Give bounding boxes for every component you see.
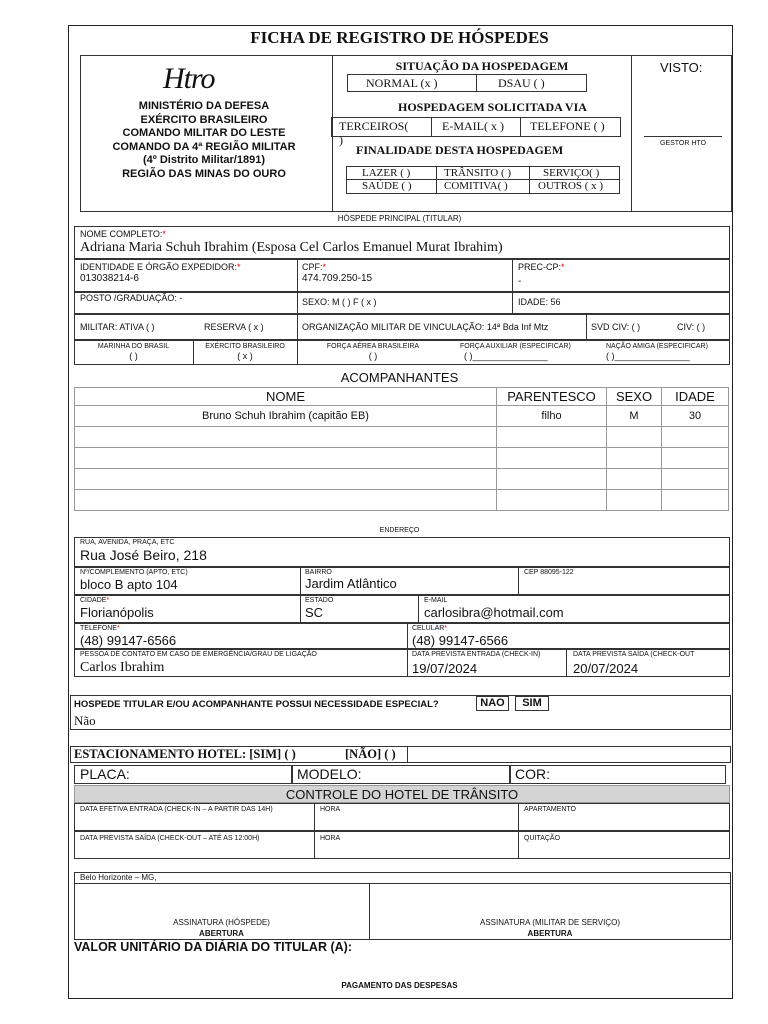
rua-field[interactable]: Rua José Beiro, 218: [80, 547, 207, 563]
comitiva-option[interactable]: COMITIVA( ): [444, 180, 508, 192]
entrada-field[interactable]: 19/07/2024: [412, 661, 478, 676]
saida-label: DATA PREVISTA SAÍDA (CHECK-OUT: [573, 651, 695, 658]
telefone-field[interactable]: (48) 99147-6566: [80, 633, 177, 648]
especial-answer[interactable]: Não: [74, 713, 96, 728]
org-block: [84, 100, 324, 181]
especial-question: HOSPEDE TITULAR E/OU ACOMPANHANTE POSSUI NECESSIDADE ESPECIAL?: [74, 699, 439, 710]
fab-option[interactable]: ( ): [368, 351, 378, 361]
nome-label: NOME COMPLETO:*: [80, 229, 166, 239]
nome-field[interactable]: Adriana Maria Schuh Ibrahim (Esposa Cel Carlos Emanuel Murat Ibrahim): [80, 240, 503, 255]
contato-label: PESSOA DE CONTATO EM CASO DE EMERGÊNCIA/GRAU DE LIGAÇÃO: [80, 651, 317, 658]
amiga-option[interactable]: ( )_______________: [606, 351, 690, 361]
marinha-option[interactable]: ( ): [129, 351, 138, 361]
org-line: REGIÃO DAS MINAS DO OURO: [122, 167, 286, 180]
email-option[interactable]: E-MAIL( x ): [442, 119, 504, 133]
cell-nome[interactable]: [75, 490, 497, 511]
col-sexo: SEXO: [607, 388, 662, 406]
cell-sexo[interactable]: [607, 448, 662, 469]
cell-sexo[interactable]: [607, 469, 662, 490]
assinatura-militar-sub: ABERTURA: [527, 929, 573, 938]
auxiliar-option[interactable]: ( )_______________: [464, 351, 548, 361]
cidade-label: CIDADE*: [80, 597, 110, 604]
om-field[interactable]: ORGANIZAÇÃO MILITAR DE VINCULAÇÃO: 14ª Bda Inf Mtz: [302, 322, 549, 332]
cell-idade[interactable]: [662, 427, 729, 448]
cell-nome[interactable]: [75, 469, 497, 490]
especial-sim-option[interactable]: SIM: [515, 696, 549, 711]
cpf-field[interactable]: 474.709.250-15: [302, 273, 373, 284]
estacionamento-sim-option[interactable]: : [SIM] ( ): [241, 747, 296, 761]
cidade-field[interactable]: Florianópolis: [80, 605, 154, 620]
marinha-label: MARINHA DO BRASIL: [97, 343, 170, 350]
svd-civ-option[interactable]: SVD CIV: ( ): [591, 322, 641, 332]
outros-option[interactable]: OUTROS ( x ): [538, 180, 604, 192]
identidade-field[interactable]: 013038214-6: [80, 273, 139, 284]
lazer-option[interactable]: LAZER ( ): [362, 167, 411, 179]
acompanhantes-table: [74, 387, 729, 511]
email-field[interactable]: carlosibra@hotmail.com: [424, 605, 564, 620]
modelo-field[interactable]: MODELO:: [297, 766, 362, 782]
telefone-divider: [407, 623, 408, 649]
contato-divider-1: [407, 649, 408, 677]
org-line: MINISTÉRIO DA DEFESA: [138, 100, 270, 112]
titular-section-title: HÓSPEDE PRINCIPAL (TITULAR): [337, 214, 462, 223]
cidade-divider-2: [418, 595, 419, 623]
cidade-row: [74, 595, 730, 623]
estado-label: ESTADO: [305, 597, 334, 604]
visto-label: VISTO:: [660, 60, 703, 75]
celular-field[interactable]: (48) 99147-6566: [412, 633, 509, 648]
saida-field[interactable]: 20/07/2024: [573, 661, 639, 676]
org-line: (4º Distrito Militar/1891): [143, 154, 265, 166]
cell-idade[interactable]: [662, 469, 729, 490]
valor-diaria-field[interactable]: VALOR UNITÁRIO DA DIÁRIA DO TITULAR (A):: [74, 940, 352, 954]
controle-hora1-field[interactable]: HORA: [320, 806, 341, 813]
cell-idade[interactable]: 30: [662, 406, 729, 427]
acompanhantes-title: ACOMPANHANTES: [340, 370, 459, 385]
comp-divider-2: [518, 567, 519, 595]
cell-idade[interactable]: [662, 490, 729, 511]
posto-field[interactable]: POSTO /GRADUAÇÃO: -: [80, 293, 183, 303]
form-title: FICHA DE REGISTRO DE HÓSPEDES: [250, 28, 549, 47]
assinatura-header-line: [74, 872, 731, 884]
pagamento-title: PAGAMENTO DAS DESPESAS: [341, 981, 458, 990]
estacionamento-nao-option[interactable]: [NÃO] ( ): [345, 747, 396, 761]
endereco-section-title: ENDEREÇO: [379, 527, 420, 534]
table-row: [75, 406, 729, 427]
bairro-field[interactable]: Jardim Atlântico: [305, 576, 397, 591]
solicitada-title: HOSPEDAGEM SOLICITADA VIA: [398, 100, 587, 114]
cell-idade[interactable]: [662, 448, 729, 469]
assinatura-militar-label: ASSINATURA (MILITAR DE SERVIÇO): [479, 918, 621, 927]
email-label: E-MAIL: [424, 597, 448, 604]
col-idade: IDADE: [662, 388, 729, 406]
assinatura-hospede-sub: ABERTURA: [199, 929, 244, 938]
bairro-label: BAIRRO: [305, 569, 332, 576]
org-line: COMANDO DA 4ª REGIÃO MILITAR: [112, 140, 296, 153]
comp-divider-1: [300, 567, 301, 595]
estado-field[interactable]: SC: [305, 605, 324, 620]
gestor-label: GESTOR HTO: [660, 140, 707, 147]
finalidade-title: FINALIDADE DESTA HOSPEDAGEM: [356, 143, 564, 157]
table-row: [75, 427, 729, 448]
table-header-row: [75, 388, 729, 406]
cell-parentesco[interactable]: filho: [497, 406, 607, 427]
dsau-option[interactable]: DSAU ( ): [498, 76, 545, 90]
local-data[interactable]: Belo Horizonte – MG,: [80, 873, 157, 882]
cell-parentesco[interactable]: [497, 490, 607, 511]
assinatura-hospede-label: ASSINATURA (HÓSPEDE): [173, 918, 270, 927]
especial-nao-option[interactable]: NAO: [476, 696, 509, 711]
cell-nome[interactable]: [75, 448, 497, 469]
telefone-label: TELEFONE*: [80, 625, 120, 632]
cidade-divider-1: [300, 595, 301, 623]
normal-option[interactable]: NORMAL (x ): [366, 76, 438, 90]
entrada-label: DATA PREVISTA ENTRADA (CHECK-IN): [412, 651, 541, 658]
table-row: [75, 490, 729, 511]
controle-hora2-field[interactable]: HORA: [320, 835, 341, 842]
prec-label: PREC-CP:*: [518, 262, 565, 272]
identidade-label: IDENTIDADE E ÓRGÃO EXPEDIDOR:*: [80, 262, 241, 272]
auxiliar-label: FORÇA AUXILIAR (ESPECIFICAR): [460, 343, 571, 350]
cell-parentesco[interactable]: [497, 427, 607, 448]
telefone-option[interactable]: TELEFONE ( ): [530, 119, 605, 133]
comp-field[interactable]: bloco B apto 104: [80, 577, 178, 592]
table-row: [75, 469, 729, 490]
col-parentesco: PARENTESCO: [497, 388, 607, 406]
contato-field[interactable]: Carlos Ibrahim: [80, 660, 165, 675]
controle-title: CONTROLE DO HOTEL DE TRÂNSITO: [74, 785, 730, 803]
table-row: [75, 448, 729, 469]
militar-row-divider-2: [586, 314, 587, 340]
saude-option[interactable]: SAÚDE ( ): [362, 180, 412, 192]
exercito-label: EXÉRCITO BRASILEIRO: [205, 343, 285, 350]
org-line: COMANDO MILITAR DO LESTE: [122, 127, 286, 139]
cell-sexo[interactable]: M: [607, 406, 662, 427]
exercito-option[interactable]: ( x ): [237, 351, 253, 361]
comp-label: Nº/COMPLEMENTO (APTO, ETC): [80, 569, 188, 576]
placa-field[interactable]: PLACA:: [80, 766, 130, 782]
rua-label: RUA, AVENIDA, PRAÇA, ETC: [80, 539, 175, 546]
sexo-field[interactable]: SEXO: M ( ) F ( x ): [302, 297, 377, 307]
visto-signature-line: [644, 136, 722, 137]
controle-saida-field[interactable]: DATA PREVISTA SAÍDA (CHECK-OUT – ATÉ AS 12:00H): [80, 835, 260, 842]
civ-option[interactable]: CIV: ( ): [677, 322, 706, 332]
estacionamento-title: ESTACIONAMENTO HOTEL: [SIM] ( ): [74, 747, 296, 761]
militar-reserva-option[interactable]: RESERVA ( x ): [204, 322, 264, 332]
terceiros-option[interactable]: TERCEIROS(: [339, 119, 409, 133]
celular-label: CELULAR*: [412, 625, 448, 632]
amiga-label: NAÇÃO AMIGA (ESPECIFICAR): [606, 343, 708, 350]
contato-divider-2: [566, 649, 567, 677]
cell-parentesco[interactable]: [497, 448, 607, 469]
hto-logo: Htro: [163, 62, 215, 95]
cell-sexo[interactable]: [607, 427, 662, 448]
cell-nome[interactable]: Bruno Schuh Ibrahim (capitão EB): [75, 406, 497, 427]
cep-field[interactable]: CEP 88095-122: [524, 569, 574, 576]
servico-option[interactable]: SERVIÇO( ): [543, 167, 600, 179]
fab-label: FORÇA AÉREA BRASILEIRA: [326, 343, 420, 350]
situacao-title: SITUAÇÃO DA HOSPEDAGEM: [395, 59, 569, 73]
cell-parentesco[interactable]: [497, 469, 607, 490]
cell-sexo[interactable]: [607, 490, 662, 511]
cell-nome[interactable]: [75, 427, 497, 448]
controle-entrada-field[interactable]: DATA EFETIVA ENTRADA (CHECK-IN – A PARTIR DAS 14H): [80, 806, 273, 813]
militar-ativa-option[interactable]: MILITAR: ATIVA ( ): [80, 322, 155, 332]
org-line: EXÉRCITO BRASILEIRO: [140, 113, 268, 126]
controle-apartamento-field[interactable]: APARTAMENTO: [524, 806, 576, 813]
cpf-label: CPF:*: [302, 262, 327, 272]
cor-field[interactable]: COR:: [515, 766, 550, 782]
idade-field[interactable]: IDADE: 56: [518, 297, 561, 307]
transito-option[interactable]: TRÂNSITO ( ): [444, 167, 512, 179]
col-nome: NOME: [75, 388, 497, 406]
prec-field[interactable]: -: [518, 276, 522, 287]
controle-quitacao-field[interactable]: QUITAÇÃO: [524, 835, 561, 842]
terceiros-close: ): [339, 133, 343, 147]
